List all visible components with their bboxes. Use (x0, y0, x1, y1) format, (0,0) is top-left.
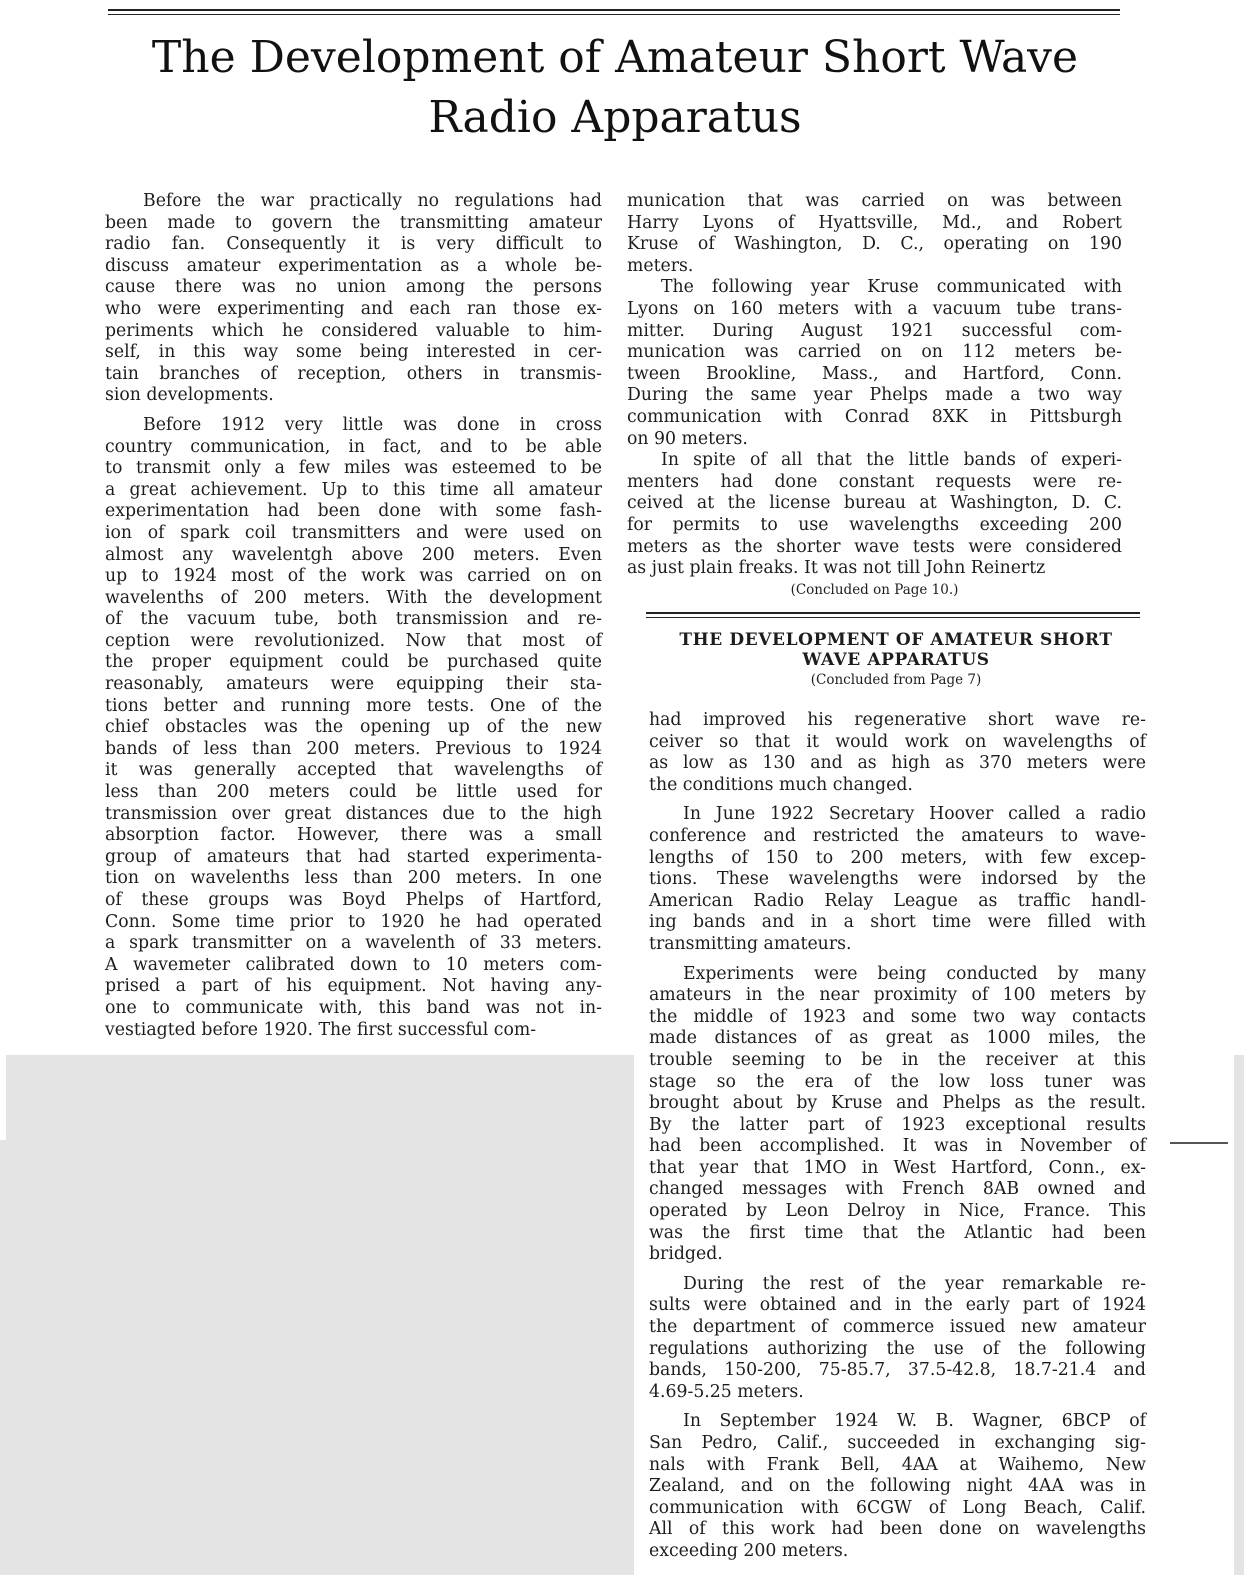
text-line: it was generally accepted that wavelengths of (105, 760, 602, 781)
paragraph-gap (105, 407, 602, 415)
text-line: made distances of as great as 1000 miles, the (649, 1028, 1146, 1049)
text-line: communication with Conrad 8XK in Pittsburgh (627, 406, 1122, 427)
text-line: bands, 150-200, 75-85.7, 37.5-42.8, 18.7-21.4 and (649, 1360, 1146, 1381)
text-line: radio fan. Consequently it is very difficult to (105, 234, 602, 255)
right-column (627, 191, 1122, 599)
text-line: By the latter part of 1923 exceptional results (649, 1114, 1146, 1135)
text-line: sults were obtained and in the early part of 1924 (649, 1295, 1146, 1316)
text-line: prised a part of his equipment. Not having any- (105, 976, 602, 997)
article-title-line: Radio Apparatus (428, 92, 802, 143)
text-line: a great achievement. Up to this time all amateur (105, 479, 602, 500)
text-line: was the first time that the Atlantic had been (649, 1222, 1146, 1243)
text-line: as low as 130 and as high as 370 meters were (649, 753, 1146, 774)
paragraph-gap (649, 956, 1146, 964)
text-line: Before 1912 very little was done in cross (143, 414, 602, 435)
text-line: ion of spark coil transmitters and were used on (105, 522, 602, 543)
text-line: ceived at the license bureau at Washington, D. C. (627, 493, 1122, 514)
text-line: Harry Lyons of Hyattsville, Md., and Robert (627, 212, 1122, 233)
text-line: of these groups was Boyd Phelps of Hartford, (105, 890, 602, 910)
paragraph (105, 191, 602, 407)
text-line: that year that 1MO in West Hartford, Conn., ex- (649, 1157, 1146, 1178)
text-line: a spark transmitter on a wavelenth of 33 meters. (105, 933, 602, 954)
text-line: communication with 6CGW of Long Beach, Calif. (649, 1497, 1146, 1518)
text-line: experimentation had been done with some fash- (105, 501, 602, 522)
text-line: had been accomplished. It was in November of (649, 1136, 1146, 1157)
paragraph-gap (649, 1266, 1146, 1274)
text-line: American Radio Relay League as traffic handl- (649, 890, 1146, 911)
text-line: the conditions much changed. (649, 774, 913, 795)
left-column (105, 191, 602, 1041)
text-line: absorption factor. However, there was a small (105, 825, 602, 846)
text-line: ing bands and in a short time were filled with (649, 912, 1146, 933)
text-line: munication was carried on on 112 meters be- (627, 342, 1122, 363)
continuation-heading (646, 630, 1146, 689)
text-line: of the vacuum tube, both transmission and re- (105, 609, 602, 630)
text-line: tween Brookline, Mass., and Hartford, Conn. (627, 363, 1122, 384)
text-line: meters as the shorter wave tests were considered (627, 536, 1122, 557)
continuation-heading-line: WAVE APPARATUS (802, 650, 990, 670)
continuation-heading-line: THE DEVELOPMENT OF AMATEUR SHORT (679, 630, 1113, 650)
paragraph (649, 1411, 1146, 1562)
text-line: self, in this way some being interested in cer- (105, 342, 602, 363)
text-line: vestiagted before 1920. The first successful com- (105, 1019, 537, 1040)
text-line: bands of less than 200 meters. Previous to 1924 (105, 738, 602, 759)
text-line: had improved his regenerative short wave re- (649, 710, 1146, 730)
text-line: Zealand, and on the following night 4AA was in (649, 1476, 1146, 1497)
text-line: exceeding 200 meters. (649, 1540, 849, 1561)
text-line: During the same year Phelps made a two way (627, 385, 1122, 406)
text-line: operated by Leon Delroy in Nice, France. This (649, 1201, 1146, 1222)
text-line: the department of commerce issued new amateur (649, 1317, 1146, 1338)
continuation-column (649, 710, 1146, 1563)
text-line: one to communicate with, this band was not in- (105, 997, 602, 1018)
text-line: San Pedro, Calif., succeeded in exchanging sig- (649, 1433, 1146, 1453)
text-line: almost any wavelentgh above 200 meters. Even (105, 544, 602, 565)
paragraph (649, 804, 1146, 955)
text-line: who were experimenting and each ran those ex- (105, 298, 602, 319)
text-line: less than 200 meters could be little used for (105, 782, 602, 803)
paragraph (649, 710, 1146, 796)
text-line: cause there was no union among the persons (105, 277, 602, 298)
text-line: changed messages with French 8AB owned and (649, 1179, 1146, 1200)
text-line: reasonably, amateurs were equipping their sta- (105, 674, 602, 695)
text-line: The following year Kruse communicated with (661, 277, 1122, 298)
text-line: wavelenths of 200 meters. With the development (105, 587, 602, 608)
text-line: country communication, in fact, and to be able (105, 436, 602, 457)
paragraph (649, 1274, 1146, 1404)
text-line: sion developments. (105, 385, 274, 406)
text-line: tain branches of reception, others in transmis- (105, 363, 602, 384)
text-line: for permits to use wavelengths exceeding 200 (627, 514, 1122, 535)
text-line: During the rest of the year remarkable re- (683, 1273, 1146, 1294)
text-line: transmission over great distances due to the high (105, 803, 602, 824)
text-line: In spite of all that the little bands of experi- (661, 450, 1122, 471)
article-title (100, 28, 1130, 148)
text-line: tions. These wavelengths were indorsed by the (649, 869, 1146, 890)
text-line: A wavemeter calibrated down to 10 meters com- (105, 954, 602, 975)
section-rule (646, 612, 1140, 614)
text-line: Lyons on 160 meters with a vacuum tube trans- (627, 298, 1122, 319)
text-line: All of this work had been done on wavelengths (649, 1519, 1146, 1540)
text-line: been made to govern the transmitting amateur (105, 212, 602, 233)
text-line: Kruse of Washington, D. C., operating on 190 (627, 234, 1122, 255)
text-line: brought about by Kruse and Phelps as the result. (649, 1093, 1146, 1114)
section-rule-thin (646, 617, 1140, 618)
text-line: Conn. Some time prior to 1920 he had operated (105, 911, 602, 932)
text-line: lengths of 150 to 200 meters, with few excep- (649, 847, 1146, 868)
text-line: up to 1924 most of the work was carried on on (105, 566, 602, 587)
text-line: trouble seeming to be in the receiver at this (649, 1049, 1146, 1070)
text-line: Before the war practically no regulations had (143, 191, 602, 211)
paragraph-gap (649, 796, 1146, 804)
text-line: discuss amateur experimentation as a whole be- (105, 255, 602, 276)
text-line: regulations authorizing the use of the following (649, 1338, 1146, 1359)
text-line: mitter. During August 1921 successful com- (627, 320, 1122, 341)
paragraph (649, 964, 1146, 1266)
text-line: group of amateurs that had started experimenta- (105, 846, 602, 867)
paragraph (627, 277, 1122, 450)
text-line: transmitting amateurs. (649, 933, 852, 954)
text-line: to transmit only a few miles was esteemed to be (105, 458, 602, 479)
text-line: periments which he considered valuable to him- (105, 320, 602, 341)
continued-note: (Concluded on Page 10.) (790, 581, 959, 598)
text-line: munication that was carried on was between (627, 191, 1122, 211)
text-line: the proper equipment could be purchased quite (105, 652, 602, 673)
top-rule (108, 9, 1120, 11)
article-title-line: The Development of Amateur Short Wave (151, 32, 1079, 83)
top-rule-thin (108, 14, 1120, 15)
text-line: tion on wavelenths less than 200 meters. In one (105, 868, 602, 889)
text-line: amateurs in the near proximity of 100 meters by (649, 985, 1146, 1006)
paragraph-gap (649, 1403, 1146, 1411)
text-line: ceiver so that it would work on wavelengths of (649, 731, 1146, 752)
paragraph (627, 191, 1122, 277)
text-line: chief obstacles was the opening up of the new (105, 717, 602, 738)
text-line: as just plain freaks. It was not till John Reinertz (627, 558, 1046, 579)
text-line: bridged. (649, 1244, 723, 1265)
text-line: meters. (627, 255, 694, 276)
text-line: conference and restricted the amateurs to wave- (649, 825, 1146, 846)
text-line: ception were revolutionized. Now that most of (105, 630, 602, 651)
text-line: In June 1922 Secretary Hoover called a radio (683, 804, 1146, 825)
text-line: tions better and running more tests. One of the (105, 695, 602, 716)
text-line: stage so the era of the low loss tuner was (649, 1071, 1146, 1092)
text-line: menters had done constant requests were re- (627, 471, 1122, 492)
text-line: on 90 meters. (627, 428, 748, 449)
text-line: In September 1924 W. B. Wagner, 6BCP of (683, 1411, 1146, 1432)
text-line: Experiments were being conducted by many (683, 963, 1146, 984)
text-line: nals with Frank Bell, 4AA at Waihemo, New (649, 1454, 1146, 1475)
page-edge (0, 1055, 6, 1140)
text-line: the middle of 1923 and some two way contacts (649, 1006, 1146, 1027)
paragraph (105, 415, 602, 1041)
page-edge-mark (1170, 1142, 1228, 1144)
text-line: 4.69-5.25 meters. (649, 1381, 804, 1402)
paragraph (627, 450, 1122, 580)
concluded-note: (Concluded from Page 7) (810, 672, 982, 688)
